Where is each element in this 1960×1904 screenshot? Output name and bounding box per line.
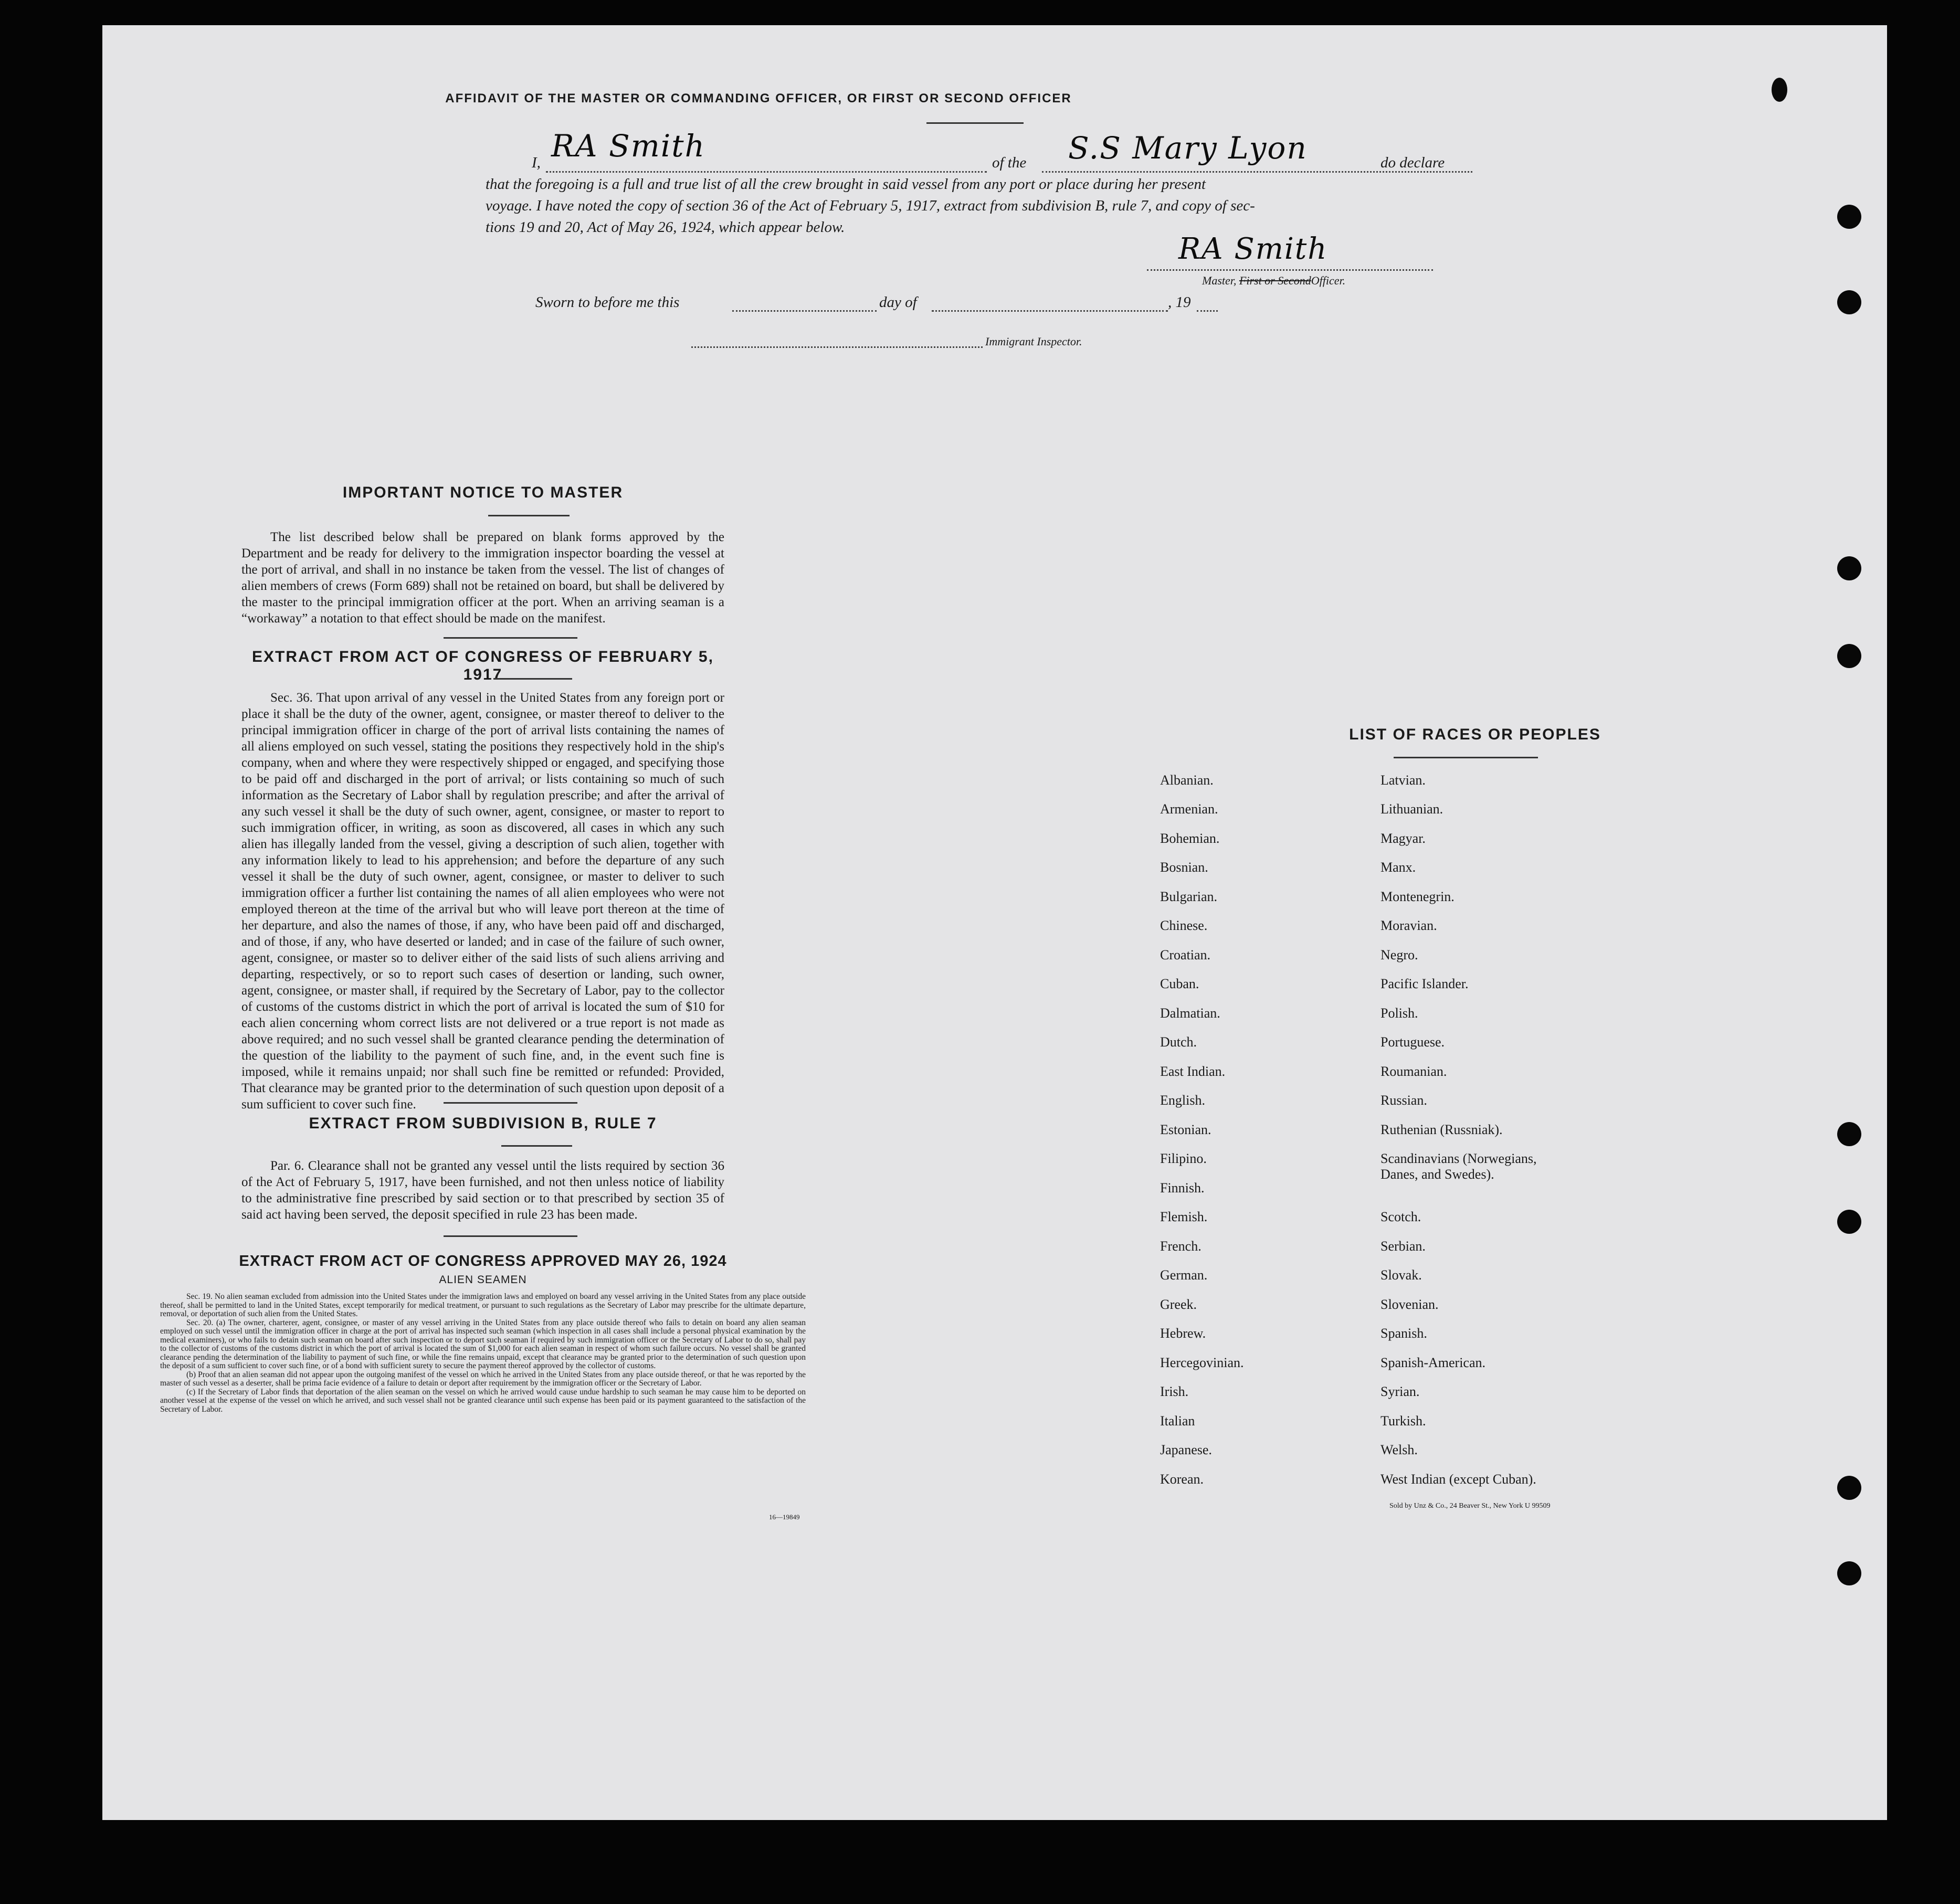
- punch-hole: [1837, 205, 1861, 229]
- inspector-label: Immigrant Inspector.: [985, 335, 1082, 348]
- notice-title: IMPORTANT NOTICE TO MASTER: [342, 484, 624, 501]
- section-divider-3: [444, 1235, 577, 1237]
- extract-1924-text: [160, 1293, 806, 1414]
- inspector-line: [691, 346, 983, 348]
- race-right-3: Manx.: [1381, 860, 1416, 875]
- race-right-18: Spanish.: [1381, 1326, 1427, 1341]
- notice-divider: [488, 515, 570, 516]
- race-right-5: Moravian.: [1381, 918, 1437, 933]
- sworn-year-line: [1197, 310, 1218, 312]
- sec-19-text: Sec. 19. No alien seaman excluded from admission into the United States under the immigration laws and employed on board any vessel arriving in the United States from any place outside thereof, shall be permitted to land in the United States, except temporarily for medical treatment, or pursuant to such regulations as the Secretary of Labor may prescribe for the ultimate departure, removal, or deportation of such alien from the United States.: [160, 1292, 806, 1318]
- race-left-5: Chinese.: [1160, 918, 1208, 933]
- punch-hole: [1837, 1122, 1861, 1146]
- notice-text: The list described below shall be prepared on blank forms approved by the Department and be ready for delivery to the immigration inspector boarding the vessel at the port of arrival, and shall in no instance be taken from the vessel. The list of changes of alien members of crews (Form 689) shall not be retained on board, but shall be delivered by the master to the principal immigration officer at the port. When an arriving seaman is a “workaway” a notation to that effect should be made on the manifest.: [241, 530, 724, 626]
- declaration-do-declare: do declare: [1381, 154, 1445, 171]
- race-right-21: Turkish.: [1381, 1413, 1426, 1429]
- form-number: 16—19849: [769, 1513, 800, 1521]
- sworn-day-of: day of: [879, 294, 917, 311]
- race-right-23: West Indian (except Cuban).: [1381, 1472, 1536, 1487]
- punch-hole: [1837, 644, 1861, 668]
- extract-1924-title: EXTRACT FROM ACT OF CONGRESS APPROVED MAY 26, 1924: [239, 1253, 727, 1270]
- race-left-16: French.: [1160, 1239, 1202, 1254]
- race-right-6: Negro.: [1381, 947, 1418, 962]
- sworn-month-line: [932, 310, 1168, 312]
- rule7-divider: [501, 1145, 572, 1147]
- race-left-15: Flemish.: [1160, 1209, 1208, 1224]
- race-right-16: Slovak.: [1381, 1267, 1422, 1283]
- race-left-6: Croatian.: [1160, 947, 1211, 962]
- race-right-4: Montenegrin.: [1381, 889, 1455, 904]
- declaration-line-3: tions 19 and 20, Act of May 26, 1924, which appear below.: [486, 219, 845, 236]
- declaration-line-1: that the foregoing is a full and true list of all the crew brought in said vessel from any port or place during her present: [486, 176, 1206, 193]
- race-left-8: Dalmatian.: [1160, 1006, 1220, 1021]
- rule7-title: EXTRACT FROM SUBDIVISION B, RULE 7: [309, 1115, 657, 1132]
- race-left-23: Japanese.: [1160, 1442, 1212, 1457]
- sec-20b-text: (b) Proof that an alien seaman did not appear upon the outgoing manifest of the vessel on which he arrived in the United States from any place outside thereof, or that he was reported by the master of such vessel as a deserter, shall be prima facie evidence of a failure to detain or deport after requirement by the immigration officer or the Secretary of Labor.: [160, 1370, 806, 1388]
- signature-line: [1147, 269, 1433, 271]
- punch-hole: [1837, 1476, 1861, 1500]
- section-divider-1: [444, 637, 577, 639]
- race-left-18: Greek.: [1160, 1297, 1197, 1312]
- race-right-17: Slovenian.: [1381, 1297, 1439, 1312]
- race-left-9: Dutch.: [1160, 1034, 1197, 1050]
- race-right-7: Pacific Islander.: [1381, 976, 1469, 991]
- master-label-struck: First or Second: [1239, 274, 1311, 287]
- extract-1917-divider: [493, 678, 572, 680]
- title-divider: [926, 122, 1024, 124]
- signer-name-handwritten: RA Smith: [551, 128, 705, 164]
- seller-imprint: Sold by Unz & Co., 24 Beaver St., New York U 99509: [1389, 1502, 1551, 1510]
- master-label-b: Officer.: [1311, 274, 1346, 287]
- race-left-2: Bohemian.: [1160, 831, 1220, 846]
- ink-blot: [1772, 78, 1787, 102]
- race-right-12: Ruthenian (Russniak).: [1381, 1122, 1503, 1137]
- master-officer-label: [1202, 274, 1345, 288]
- race-left-21: Irish.: [1160, 1384, 1189, 1399]
- sec-20a-text: Sec. 20. (a) The owner, charterer, agent, consignee, or master of any vessel arriving in the United States from any place outside thereof who fails to detain on board any alien seaman employed on such vessel until the immigration officer in charge at the port of arrival has inspected such seaman (which inspection in all cases shall include a personal physical examination by the medical examiners), or who fails to detain such seaman on board after such inspection or to deport such seaman if required by such immigration officer or the Secretary of Labor to do so, shall pay to the collector of customs of the customs district in which the port of arrival is located the sum of $1,000 for each alien seaman in respect of whom such failure occurs. No vessel shall be granted clearance pending the determination of the liability to payment of such fine, or while the fine remains unpaid, except that clearance may be granted prior to the determination of such question upon the deposit of a sum sufficient to cover such fine, or of a bond with sufficient surety to secure the payment thereof approved by the collector of customs.: [160, 1318, 806, 1370]
- race-left-12: Estonian.: [1160, 1122, 1211, 1137]
- extract-1924-subtitle: ALIEN SEAMEN: [439, 1274, 527, 1286]
- race-right-9: Portuguese.: [1381, 1034, 1445, 1050]
- race-right-14: Scotch.: [1381, 1209, 1421, 1224]
- punch-hole: [1837, 1561, 1861, 1585]
- form-page: [102, 25, 1887, 1820]
- master-signature-handwritten: RA Smith: [1178, 232, 1328, 266]
- affidavit-title: AFFIDAVIT OF THE MASTER OR COMMANDING OFFICER, OR FIRST OR SECOND OFFICER: [445, 91, 1072, 105]
- extract-1917-text: Sec. 36. That upon arrival of any vessel in the United States from any foreign port or place it shall be the duty of the owner, agent, consignee, or master thereof to deliver to the principal immigration officer in charge of the port of arrival lists containing the names of all aliens employed on such vessel, stating the positions they respectively hold in the ship's company, when and where they were respectively shipped or engaged, and specifying those to be paid off and discharged in the port of arrival; or lists containing so much of such information as the Secretary of Labor shall by regulation prescribe; and after the arrival of any such vessel it shall be the duty of such owner, agent, consignee, or master to report to such immigration officer, in writing, as soon as discovered, all cases in which any such alien has illegally landed from the vessel, giving a description of such alien, together with any information likely to lead to his apprehension; and before the departure of any such vessel it shall be the duty of such owner, agent, consignee, or master to deliver to such immigration officer a further list containing the names of all alien employees who were not employed thereon at the time of the arrival but who will leave port thereon at the time of her departure, and also the names of those, if any, who have been paid off and discharged, and of those, if any, who have deserted or landed; and in case of the failure of such owner, agent, consignee, or master so to deliver either of the said lists of such aliens arriving and departing, respectively, or so to report such cases of desertion or landing, such owner, agent, consignee, or master shall, if required by the Secretary of Labor, pay to the collector of customs of the customs district in which the port of arrival is located the sum of $10 for each alien concerning whom correct lists are not delivered or a true report is not made as above required; and no such vessel shall be granted clearance pending the determination of the question of the liability to the payment of such fine, and, in the event such fine is imposed, while it remains unpaid; nor shall such fine be remitted or refunded: Provided, That clearance may be granted prior to the determination of such question upon deposit of a sum sufficient to cover such fine.: [241, 691, 724, 1112]
- sworn-year: , 19: [1168, 294, 1191, 311]
- race-left-3: Bosnian.: [1160, 860, 1208, 875]
- race-right-10: Roumanian.: [1381, 1064, 1447, 1079]
- race-left-11: English.: [1160, 1093, 1205, 1108]
- race-right-20: Syrian.: [1381, 1384, 1420, 1399]
- race-left-1: Armenian.: [1160, 801, 1218, 817]
- race-right-8: Polish.: [1381, 1006, 1418, 1021]
- race-left-4: Bulgarian.: [1160, 889, 1218, 904]
- race-right-22: Welsh.: [1381, 1442, 1418, 1457]
- race-left-17: German.: [1160, 1267, 1208, 1283]
- extract-1917-title: EXTRACT FROM ACT OF CONGRESS OF FEBRUARY 5, 1917: [252, 648, 714, 683]
- declaration-i: I,: [532, 154, 541, 171]
- race-left-0: Albanian.: [1160, 773, 1214, 788]
- race-left-20: Hercegovinian.: [1160, 1355, 1244, 1370]
- section-divider-2: [444, 1102, 577, 1104]
- sec-20c-text: (c) If the Secretary of Labor finds that deportation of the alien seaman on the vessel on which he arrived would cause undue hardship to such seaman he may cause him to be deported on another vessel at the expense of the vessel on which he arrived, and such vessel shall not be granted clearance until such expense has been paid or its payment guaranteed to the satisfaction of the Secretary of Labor.: [160, 1387, 806, 1414]
- race-left-22: Italian: [1160, 1413, 1195, 1429]
- race-left-24: Korean.: [1160, 1472, 1204, 1487]
- race-left-14: Finnish.: [1160, 1180, 1205, 1196]
- sworn-day-line: [732, 310, 877, 312]
- race-right-13: Scandinavians (Norwegians, Danes, and Swedes).: [1381, 1151, 1537, 1182]
- race-right-1: Lithuanian.: [1381, 801, 1443, 817]
- races-divider: [1394, 757, 1538, 758]
- rule7-text: Par. 6. Clearance shall not be granted any vessel until the lists required by section 36 of the Act of February 5, 1917, have been furnished, and not then unless notice of liability to the administrative fine prescribed by said section or to that prescribed by section 35 of said act having been served, the deposit specified in rule 23 has been made.: [241, 1159, 724, 1222]
- race-right-2: Magyar.: [1381, 831, 1426, 846]
- vessel-name-handwritten: S.S Mary Lyon: [1068, 130, 1308, 166]
- race-right-19: Spanish-American.: [1381, 1355, 1486, 1370]
- sworn-text: Sworn to before me this: [535, 294, 680, 311]
- race-left-7: Cuban.: [1160, 976, 1199, 991]
- race-right-11: Russian.: [1381, 1093, 1427, 1108]
- race-right-0: Latvian.: [1381, 773, 1426, 788]
- race-left-13: Filipino.: [1160, 1151, 1207, 1166]
- master-label-a: Master,: [1202, 274, 1237, 287]
- races-title: LIST OF RACES OR PEOPLES: [1349, 726, 1601, 743]
- race-left-19: Hebrew.: [1160, 1326, 1206, 1341]
- race-right-15: Serbian.: [1381, 1239, 1426, 1254]
- punch-hole: [1837, 290, 1861, 314]
- signer-blank-line: [546, 171, 987, 173]
- declaration-of-the: of the: [992, 154, 1027, 171]
- race-left-10: East Indian.: [1160, 1064, 1226, 1079]
- declaration-line-2: voyage. I have noted the copy of section 36 of the Act of February 5, 1917, extract from subdivision B, rule 7, and copy of sec-: [486, 197, 1255, 214]
- punch-hole: [1837, 556, 1861, 580]
- punch-hole: [1837, 1210, 1861, 1234]
